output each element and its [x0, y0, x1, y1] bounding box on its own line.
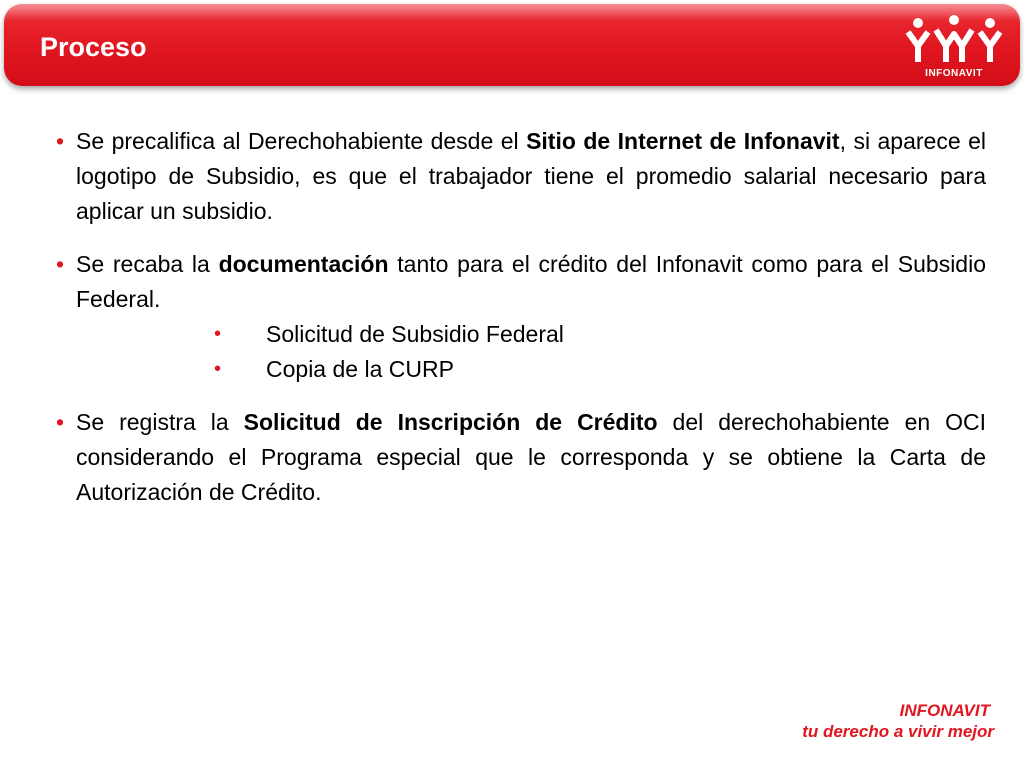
sub-item-solicitud-subsidio [56, 317, 986, 352]
slide-title: Proceso [40, 32, 147, 62]
infonavit-logo-icon [902, 12, 1006, 68]
bullet-text: Se precalifica al Derechohabiente desde el [76, 128, 527, 154]
footer-brand: INFONAVIT [899, 701, 990, 720]
sub-item-text: Copia de la CURP [266, 356, 454, 382]
bullet-item-documentacion [56, 247, 986, 317]
bullet-icon: • [56, 128, 65, 154]
bullet-text: del derechohabiente en OCI considerando el Programa especial que le corresponda y se obtiene la Carta de Autorización de Crédito. [76, 409, 987, 505]
sub-item-copia-curp [56, 352, 986, 387]
slide-header [4, 4, 1020, 86]
bullet-icon: • [56, 409, 65, 435]
footer-branding [802, 700, 994, 742]
sub-bullet-icon: • [214, 358, 222, 380]
footer-slogan: tu derecho a vivir mejor [802, 722, 994, 741]
bullet-bold-text: Sitio de Internet de Infonavit [526, 128, 840, 154]
bullet-item-precalifica [56, 124, 986, 229]
bullet-text: , si aparece el logotipo de Subsidio, es que el trabajador tiene el promedio salarial necesario para aplicar un subsidio. [76, 128, 986, 224]
bullet-bold-text: documentación [218, 251, 389, 277]
bullet-text: Se registra la [76, 409, 244, 435]
sub-bullet-icon: • [214, 323, 222, 345]
sub-list [56, 317, 986, 387]
sub-item-text: Solicitud de Subsidio Federal [266, 321, 564, 347]
bullet-bold-text: Solicitud de Inscripción de Crédito [243, 409, 658, 435]
slide-content [56, 124, 986, 528]
infonavit-logo [902, 12, 1006, 86]
bullet-text: Se recaba la [76, 251, 219, 277]
logo-text: INFONAVIT [925, 68, 983, 79]
bullet-icon: • [56, 251, 65, 277]
bullet-text: tanto para el crédito del Infonavit como para el Subsidio Federal. [76, 251, 987, 312]
bullet-item-registro [56, 405, 986, 510]
